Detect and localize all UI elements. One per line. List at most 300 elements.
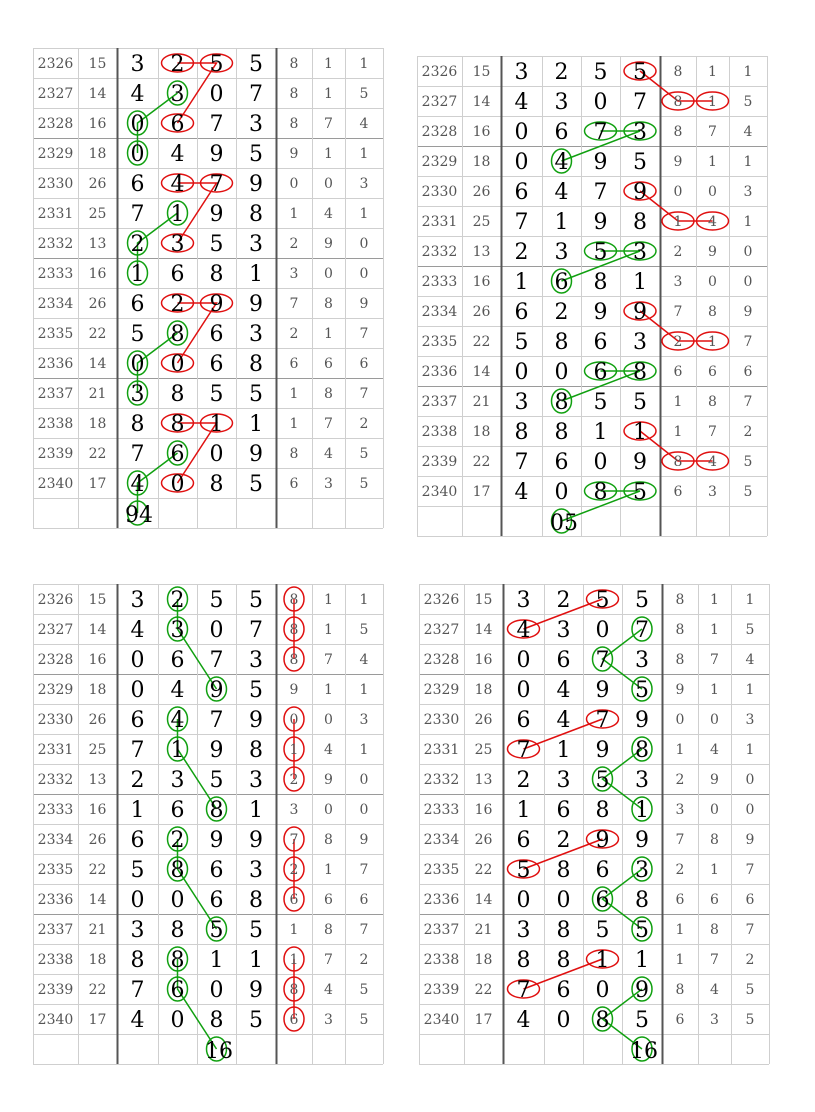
- draw-digit: 8: [170, 412, 185, 437]
- tail-value: 7: [710, 652, 719, 668]
- tail-value: 7: [359, 922, 369, 938]
- draw-digit: 5: [249, 382, 263, 407]
- tail-value: 0: [708, 274, 717, 290]
- tail-value: 6: [289, 892, 299, 908]
- tail-value: 8: [710, 922, 719, 938]
- sum-value: 18: [88, 682, 107, 698]
- tail-value: 9: [743, 304, 753, 320]
- draw-digit: 0: [170, 1008, 185, 1033]
- issue-number: 2335: [37, 862, 74, 878]
- draw-digit: 0: [516, 648, 531, 673]
- draw-digit: 5: [209, 382, 224, 407]
- draw-digit: 8: [249, 738, 263, 763]
- draw-digit: 3: [130, 918, 145, 943]
- draw-digit: 8: [170, 382, 185, 407]
- issue-number: 2340: [37, 476, 74, 492]
- draw-digit: 0: [130, 352, 145, 377]
- tail-value: 0: [359, 236, 369, 252]
- sum-value: 21: [474, 922, 493, 938]
- draw-digit: 1: [130, 798, 145, 823]
- tail-value: 5: [745, 1012, 755, 1028]
- tail-value: 1: [324, 592, 333, 608]
- prediction-number: 05: [550, 511, 578, 536]
- tail-value: 8: [289, 622, 299, 638]
- issue-number: 2334: [37, 832, 74, 848]
- draw-digit: 3: [514, 390, 529, 415]
- panel-bottom-right: [419, 584, 771, 1074]
- draw-digit: 0: [554, 360, 569, 385]
- sum-value: 26: [472, 184, 491, 200]
- draw-digit: 7: [633, 90, 647, 115]
- sum-value: 18: [88, 952, 107, 968]
- tail-value: 1: [673, 394, 683, 410]
- draw-digit: 3: [633, 240, 647, 265]
- draw-digit: 7: [130, 202, 145, 227]
- tail-value: 8: [675, 622, 685, 638]
- tail-value: 1: [743, 214, 753, 230]
- tail-value: 6: [743, 364, 753, 380]
- tail-value: 3: [743, 184, 753, 200]
- tail-value: 4: [710, 742, 719, 758]
- sum-value: 15: [472, 64, 491, 80]
- draw-digit: 2: [554, 60, 569, 85]
- tail-value: 6: [289, 356, 299, 372]
- issue-number: 2332: [37, 772, 74, 788]
- tail-value: 3: [745, 712, 755, 728]
- draw-digit: 8: [170, 858, 185, 883]
- tail-value: 9: [324, 236, 333, 252]
- sum-value: 14: [472, 364, 491, 380]
- sum-value: 16: [474, 802, 493, 818]
- issue-number: 2330: [421, 184, 458, 200]
- tail-value: 1: [708, 334, 717, 350]
- draw-digit: 9: [633, 180, 647, 205]
- tail-value: 9: [745, 832, 755, 848]
- tail-value: 1: [745, 592, 755, 608]
- tail-value: 4: [745, 652, 755, 668]
- draw-digit: 8: [249, 352, 263, 377]
- lottery-trend-chart: [33, 584, 385, 1074]
- tail-value: 1: [743, 154, 753, 170]
- draw-digit: 8: [635, 888, 649, 913]
- tail-value: 4: [710, 982, 719, 998]
- tail-value: 2: [745, 952, 755, 968]
- draw-digit: 9: [249, 172, 263, 197]
- tail-value: 8: [675, 592, 685, 608]
- issue-number: 2335: [421, 334, 458, 350]
- tail-value: 2: [673, 334, 683, 350]
- issue-number: 2329: [423, 682, 460, 698]
- draw-digit: 3: [170, 618, 185, 643]
- issue-number: 2340: [423, 1012, 460, 1028]
- tail-value: 9: [324, 772, 333, 788]
- draw-digit: 9: [209, 738, 224, 763]
- tail-value: 7: [324, 416, 333, 432]
- sum-value: 25: [88, 206, 107, 222]
- draw-digit: 5: [249, 588, 263, 613]
- tail-value: 2: [289, 236, 299, 252]
- tail-value: 3: [359, 176, 369, 192]
- tail-value: 7: [359, 862, 369, 878]
- draw-digit: 0: [514, 360, 529, 385]
- prediction-number: 16: [205, 1039, 233, 1064]
- issue-number: 2329: [421, 154, 458, 170]
- issue-number: 2338: [37, 416, 74, 432]
- tail-value: 1: [289, 206, 299, 222]
- sum-value: 25: [88, 742, 107, 758]
- sum-value: 22: [474, 982, 493, 998]
- tail-value: 2: [359, 952, 369, 968]
- issue-number: 2335: [37, 326, 74, 342]
- draw-digit: 8: [554, 330, 569, 355]
- draw-digit: 2: [556, 828, 571, 853]
- draw-digit: 3: [633, 330, 647, 355]
- sum-value: 14: [88, 622, 107, 638]
- draw-digit: 3: [249, 322, 263, 347]
- draw-digit: 5: [249, 142, 263, 167]
- issue-number: 2326: [37, 592, 74, 608]
- draw-digit: 0: [595, 978, 610, 1003]
- lottery-trend-chart: [419, 584, 771, 1074]
- draw-digit: 4: [130, 618, 145, 643]
- prediction-number: 16: [630, 1039, 658, 1064]
- draw-digit: 5: [593, 390, 608, 415]
- draw-digit: 5: [593, 240, 608, 265]
- tail-value: 8: [708, 394, 717, 410]
- tail-value: 1: [324, 326, 333, 342]
- draw-digit: 5: [249, 678, 263, 703]
- draw-digit: 6: [516, 828, 531, 853]
- draw-digit: 0: [170, 472, 185, 497]
- tail-value: 8: [289, 982, 299, 998]
- draw-digit: 2: [170, 828, 185, 853]
- tail-value: 1: [289, 742, 299, 758]
- sum-value: 26: [88, 176, 107, 192]
- draw-digit: 4: [556, 708, 571, 733]
- issue-number: 2337: [421, 394, 458, 410]
- tail-value: 8: [324, 386, 333, 402]
- tail-value: 4: [708, 214, 717, 230]
- sum-value: 15: [88, 592, 107, 608]
- issue-number: 2330: [37, 176, 74, 192]
- tail-value: 5: [359, 1012, 369, 1028]
- draw-digit: 0: [516, 678, 531, 703]
- draw-digit: 2: [516, 768, 531, 793]
- tail-value: 5: [359, 86, 369, 102]
- sum-value: 22: [474, 862, 493, 878]
- tail-value: 5: [359, 622, 369, 638]
- draw-digit: 5: [209, 588, 224, 613]
- tail-value: 8: [673, 94, 683, 110]
- draw-digit: 7: [209, 708, 224, 733]
- tail-value: 0: [289, 712, 299, 728]
- sum-value: 16: [88, 116, 107, 132]
- tail-value: 0: [710, 712, 719, 728]
- tail-value: 0: [708, 184, 717, 200]
- draw-digit: 8: [593, 480, 608, 505]
- draw-digit: 7: [249, 82, 263, 107]
- draw-digit: 1: [209, 412, 224, 437]
- draw-digit: 9: [209, 202, 224, 227]
- draw-digit: 7: [209, 112, 224, 137]
- draw-digit: 6: [170, 262, 185, 287]
- draw-digit: 3: [635, 768, 649, 793]
- draw-digit: 9: [633, 450, 647, 475]
- tail-value: 1: [289, 386, 299, 402]
- tail-value: 9: [675, 682, 685, 698]
- issue-number: 2330: [423, 712, 460, 728]
- draw-digit: 1: [635, 798, 649, 823]
- draw-digit: 7: [593, 120, 608, 145]
- draw-digit: 7: [635, 618, 649, 643]
- draw-digit: 6: [514, 180, 529, 205]
- tail-value: 8: [324, 922, 333, 938]
- tail-value: 2: [289, 326, 299, 342]
- draw-digit: 0: [209, 82, 224, 107]
- draw-digit: 8: [635, 738, 649, 763]
- draw-digit: 3: [170, 232, 185, 257]
- tail-value: 8: [289, 652, 299, 668]
- tail-value: 6: [324, 356, 333, 372]
- issue-number: 2331: [423, 742, 460, 758]
- draw-digit: 1: [170, 738, 185, 763]
- tail-value: 9: [289, 146, 299, 162]
- tail-value: 0: [324, 712, 333, 728]
- draw-digit: 4: [170, 172, 185, 197]
- sum-value: 13: [474, 772, 493, 788]
- draw-digit: 6: [209, 322, 224, 347]
- draw-digit: 0: [130, 888, 145, 913]
- draw-digit: 1: [635, 948, 649, 973]
- draw-digit: 6: [170, 798, 185, 823]
- draw-digit: 1: [516, 798, 531, 823]
- sum-value: 22: [88, 862, 107, 878]
- tail-value: 1: [675, 742, 685, 758]
- tail-value: 8: [324, 296, 333, 312]
- draw-digit: 4: [516, 618, 531, 643]
- draw-digit: 5: [633, 150, 647, 175]
- tail-value: 5: [359, 446, 369, 462]
- draw-digit: 1: [249, 262, 263, 287]
- draw-digit: 1: [633, 420, 647, 445]
- draw-digit: 7: [130, 978, 145, 1003]
- issue-number: 2337: [37, 386, 74, 402]
- panel-top-right: [417, 56, 769, 546]
- draw-digit: 3: [130, 588, 145, 613]
- tail-value: 6: [324, 892, 333, 908]
- sum-value: 14: [88, 86, 107, 102]
- sum-value: 17: [88, 476, 107, 492]
- lottery-trend-chart: [33, 48, 385, 538]
- draw-digit: 3: [130, 52, 145, 77]
- draw-digit: 8: [209, 798, 224, 823]
- issue-number: 2337: [423, 922, 460, 938]
- sum-value: 26: [474, 712, 493, 728]
- draw-digit: 3: [554, 240, 569, 265]
- draw-digit: 8: [209, 262, 224, 287]
- draw-digit: 5: [249, 918, 263, 943]
- draw-digit: 3: [556, 768, 571, 793]
- issue-number: 2331: [37, 206, 74, 222]
- draw-digit: 8: [554, 390, 569, 415]
- issue-number: 2328: [37, 116, 74, 132]
- draw-digit: 9: [635, 708, 649, 733]
- sum-value: 26: [88, 712, 107, 728]
- tail-value: 1: [289, 416, 299, 432]
- sum-value: 14: [474, 892, 493, 908]
- draw-digit: 8: [593, 270, 608, 295]
- tail-value: 5: [359, 982, 369, 998]
- draw-digit: 0: [130, 648, 145, 673]
- tail-value: 6: [289, 1012, 299, 1028]
- table-cells: [38, 588, 369, 1033]
- tail-value: 1: [324, 622, 333, 638]
- tail-value: 1: [359, 146, 369, 162]
- draw-digit: 6: [514, 300, 529, 325]
- draw-digit: 5: [633, 390, 647, 415]
- draw-digit: 8: [516, 948, 531, 973]
- issue-number: 2329: [37, 682, 74, 698]
- tail-value: 7: [743, 334, 753, 350]
- tail-value: 1: [359, 56, 369, 72]
- tail-value: 0: [743, 274, 753, 290]
- draw-digit: 9: [595, 678, 610, 703]
- issue-number: 2332: [37, 236, 74, 252]
- tail-value: 0: [745, 772, 755, 788]
- tail-value: 5: [743, 94, 753, 110]
- sum-value: 21: [88, 922, 107, 938]
- draw-digit: 8: [633, 210, 647, 235]
- issue-number: 2333: [37, 266, 74, 282]
- draw-digit: 8: [514, 420, 529, 445]
- tail-value: 1: [710, 682, 719, 698]
- draw-digit: 5: [635, 918, 649, 943]
- issue-number: 2326: [423, 592, 460, 608]
- tail-value: 1: [673, 214, 683, 230]
- tail-value: 4: [708, 454, 717, 470]
- tail-value: 0: [359, 802, 369, 818]
- tail-value: 3: [324, 476, 333, 492]
- sum-value: 13: [88, 236, 107, 252]
- draw-digit: 3: [249, 858, 263, 883]
- tail-value: 2: [359, 416, 369, 432]
- issue-number: 2327: [423, 622, 460, 638]
- draw-digit: 8: [595, 798, 610, 823]
- draw-digit: 8: [249, 888, 263, 913]
- tail-value: 6: [673, 364, 683, 380]
- tail-value: 7: [745, 922, 755, 938]
- tail-value: 6: [359, 892, 369, 908]
- draw-digit: 6: [130, 292, 145, 317]
- issue-number: 2329: [37, 146, 74, 162]
- draw-digit: 2: [170, 52, 185, 77]
- tail-value: 0: [710, 802, 719, 818]
- draw-digit: 3: [249, 768, 263, 793]
- tail-value: 0: [324, 266, 333, 282]
- tail-value: 1: [324, 56, 333, 72]
- sum-value: 18: [472, 424, 491, 440]
- tail-value: 7: [324, 116, 333, 132]
- draw-digit: 4: [554, 150, 569, 175]
- tail-value: 6: [675, 1012, 685, 1028]
- draw-digit: 9: [249, 292, 263, 317]
- tail-value: 6: [675, 892, 685, 908]
- tail-value: 1: [708, 94, 717, 110]
- draw-digit: 6: [554, 270, 569, 295]
- tail-value: 8: [673, 64, 683, 80]
- draw-digit: 8: [130, 412, 145, 437]
- draw-digit: 2: [130, 768, 145, 793]
- draw-digit: 2: [170, 588, 185, 613]
- draw-digit: 9: [595, 738, 610, 763]
- tail-value: 1: [289, 922, 299, 938]
- tail-value: 8: [289, 446, 299, 462]
- sum-value: 16: [88, 652, 107, 668]
- draw-digit: 0: [209, 442, 224, 467]
- draw-digit: 8: [554, 420, 569, 445]
- sum-value: 18: [88, 416, 107, 432]
- tail-value: 9: [710, 772, 719, 788]
- tail-value: 3: [673, 274, 683, 290]
- draw-digit: 3: [514, 60, 529, 85]
- issue-number: 2337: [37, 922, 74, 938]
- tail-value: 8: [289, 592, 299, 608]
- tail-value: 2: [675, 772, 685, 788]
- draw-digit: 6: [593, 330, 608, 355]
- table-cells: [38, 52, 369, 497]
- draw-digit: 7: [249, 618, 263, 643]
- draw-digit: 0: [554, 480, 569, 505]
- issue-number: 2334: [423, 832, 460, 848]
- issue-number: 2328: [421, 124, 458, 140]
- draw-digit: 4: [514, 480, 529, 505]
- tail-value: 5: [743, 484, 753, 500]
- draw-digit: 1: [130, 262, 145, 287]
- tail-value: 5: [359, 476, 369, 492]
- issue-number: 2332: [423, 772, 460, 788]
- issue-number: 2338: [421, 424, 458, 440]
- tail-value: 1: [745, 742, 755, 758]
- tail-value: 6: [673, 484, 683, 500]
- draw-digit: 7: [209, 172, 224, 197]
- issue-number: 2339: [37, 446, 74, 462]
- tail-value: 9: [289, 682, 299, 698]
- draw-digit: 4: [130, 82, 145, 107]
- draw-digit: 1: [249, 412, 263, 437]
- tail-value: 1: [359, 682, 369, 698]
- tail-value: 6: [289, 476, 299, 492]
- draw-digit: 9: [209, 828, 224, 853]
- draw-digit: 5: [209, 918, 224, 943]
- sum-value: 14: [88, 356, 107, 372]
- draw-digit: 7: [514, 450, 529, 475]
- issue-number: 2327: [421, 94, 458, 110]
- tail-value: 8: [675, 982, 685, 998]
- tail-value: 6: [708, 364, 717, 380]
- sum-value: 17: [474, 1012, 493, 1028]
- draw-digit: 4: [514, 90, 529, 115]
- draw-digit: 0: [593, 450, 608, 475]
- draw-digit: 9: [633, 300, 647, 325]
- draw-digit: 1: [209, 948, 224, 973]
- tail-value: 3: [708, 484, 717, 500]
- tail-value: 0: [673, 184, 683, 200]
- sum-value: 26: [474, 832, 493, 848]
- sum-value: 25: [472, 214, 491, 230]
- sum-value: 26: [88, 832, 107, 848]
- sum-value: 14: [474, 622, 493, 638]
- draw-digit: 7: [209, 648, 224, 673]
